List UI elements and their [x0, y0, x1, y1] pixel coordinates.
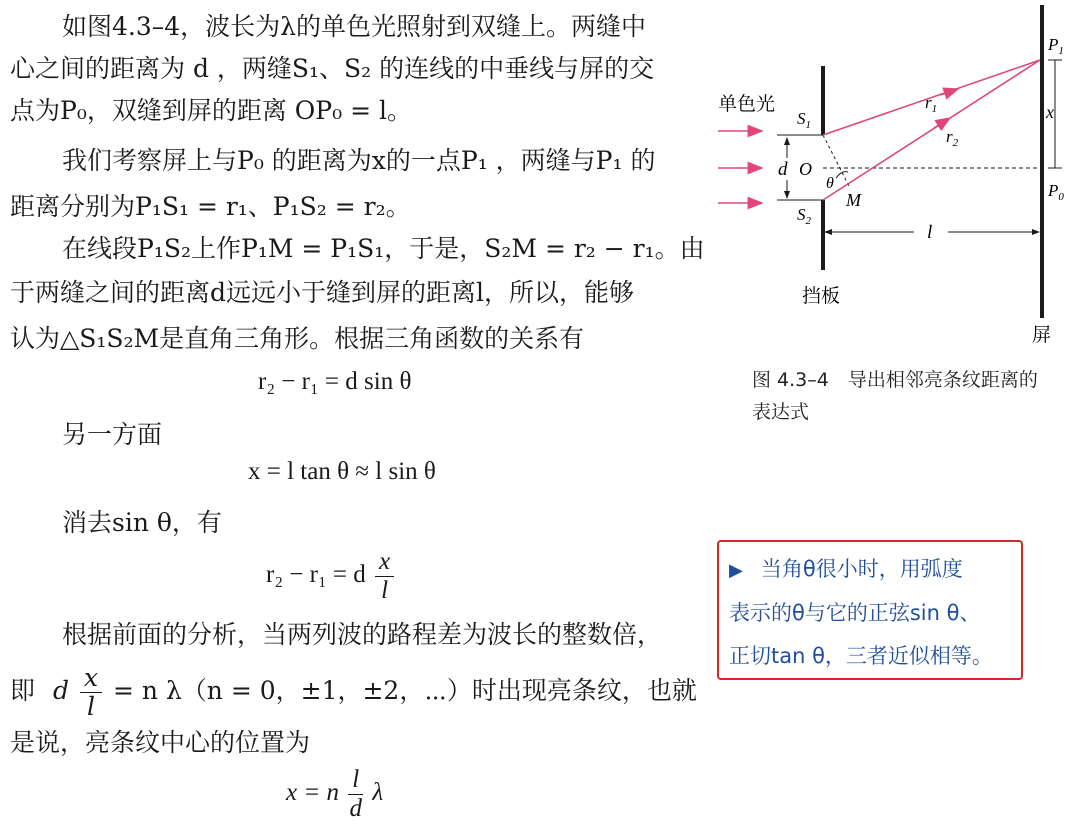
label-r2: $r_2$ [946, 127, 959, 149]
paragraph-2-line-1: 我们考察屏上与P₀ 的距离为x的一点P₁ ，两缝与P₁ 的 [62, 146, 656, 175]
label-m: M [846, 190, 861, 210]
formula-eliminated [266, 548, 397, 605]
paragraph-3-line-1: 在线段P₁S₂上作P₁M = P₁S₁，于是，S₂M = r₂ − r₁。由 [62, 234, 705, 263]
ray-r2 [823, 60, 1040, 200]
formula-bright-fringe [286, 766, 383, 823]
label-p1: $P_1$ [1048, 35, 1064, 57]
note-line-2: 表示的θ与它的正弦sin θ、 [729, 601, 981, 625]
fraction-inline-x-over-l [80, 664, 102, 721]
formula-bright-fringe-lambda: λ [372, 779, 384, 807]
formula-path-difference: r₂ − r₁ = d sin θ [258, 368, 412, 395]
double-slit-diagram [710, 0, 1080, 360]
label-l: l [927, 222, 933, 243]
paragraph-3-line-3: 认为△S₁S₂M是直角三角形。根据三角函数的关系有 [10, 324, 585, 353]
ray-r1-arrow [940, 89, 958, 95]
label-d: d [778, 159, 788, 180]
paragraph-4: 另一方面 [62, 420, 163, 449]
formula-inline-d: d [52, 676, 69, 705]
fraction-numerator: x [80, 664, 102, 693]
label-screen: 屏 [1032, 325, 1052, 346]
paragraph-3-line-2: 于两缝之间的距离d远远小于缝到屏的距离l，所以，能够 [10, 278, 635, 307]
note-line-1-text: 当角θ很小时，用弧度 [760, 557, 963, 581]
label-s1: $S_1$ [797, 109, 811, 131]
fraction-numerator: x [375, 548, 394, 577]
label-r1: $r_1$ [925, 93, 938, 115]
fraction-denominator: l [381, 577, 389, 604]
note-line-1 [729, 548, 1011, 592]
label-x: x [1046, 102, 1054, 122]
fraction-l-over-d [348, 766, 363, 823]
paragraph-2-line-2: 距离分别为P₁S₁ = r₁、P₁S₂ = r₂。 [10, 192, 411, 221]
figure-caption [752, 364, 1052, 428]
formula-eliminated-left: r₂ − r₁ = d [266, 561, 366, 589]
fraction-denominator: d [349, 795, 362, 822]
paragraph-6-line-2-rest: = n λ（n = 0，±1，±2，⋯）时出现亮条纹，也就 [113, 676, 697, 705]
theta-arc [836, 172, 848, 178]
formula-bright-fringe-left: x = n [286, 779, 339, 807]
fraction-denominator: l [86, 692, 95, 721]
label-p0: $P_0$ [1048, 181, 1064, 203]
label-theta: θ [826, 175, 834, 192]
paragraph-6-line-1: 根据前面的分析，当两列波的路程差为波长的整数倍， [62, 620, 663, 649]
label-o: O [799, 159, 812, 179]
paragraph-1-line-2: 心之间的距离为 d ，两缝S₁、S₂ 的连线的中垂线与屏的交 [10, 54, 655, 83]
fraction-x-over-l [375, 548, 394, 605]
paragraph-6-line-2 [10, 663, 697, 721]
triangle-icon: ▶ [729, 560, 743, 581]
fraction-numerator: l [348, 766, 363, 795]
caption-line-1: 图 4.3–4 导出相邻亮条纹距离的 [752, 369, 1038, 391]
label-s2: $S_2$ [797, 205, 811, 227]
paragraph-1-line-1: 如图4.3–4，波长为λ的单色光照射到双缝上。两缝中 [62, 12, 647, 41]
side-note [717, 540, 1023, 680]
paragraph-6-line-3: 是说，亮条纹中心的位置为 [10, 728, 311, 757]
caption-line-2: 表达式 [752, 401, 810, 423]
formula-x-tan: x = l tan θ ≈ l sin θ [248, 458, 436, 485]
label-monochromatic-light: 单色光 [718, 94, 776, 115]
label-baffle: 挡板 [802, 286, 841, 307]
paragraph-1-line-3: 点为P₀，双缝到屏的距离 OP₀ = l。 [10, 96, 412, 125]
paragraph-6-line-2-start: 即 [10, 676, 36, 705]
paragraph-5: 消去sin θ，有 [62, 508, 222, 537]
note-line-3: 正切tan θ，三者近似相等。 [729, 644, 993, 668]
